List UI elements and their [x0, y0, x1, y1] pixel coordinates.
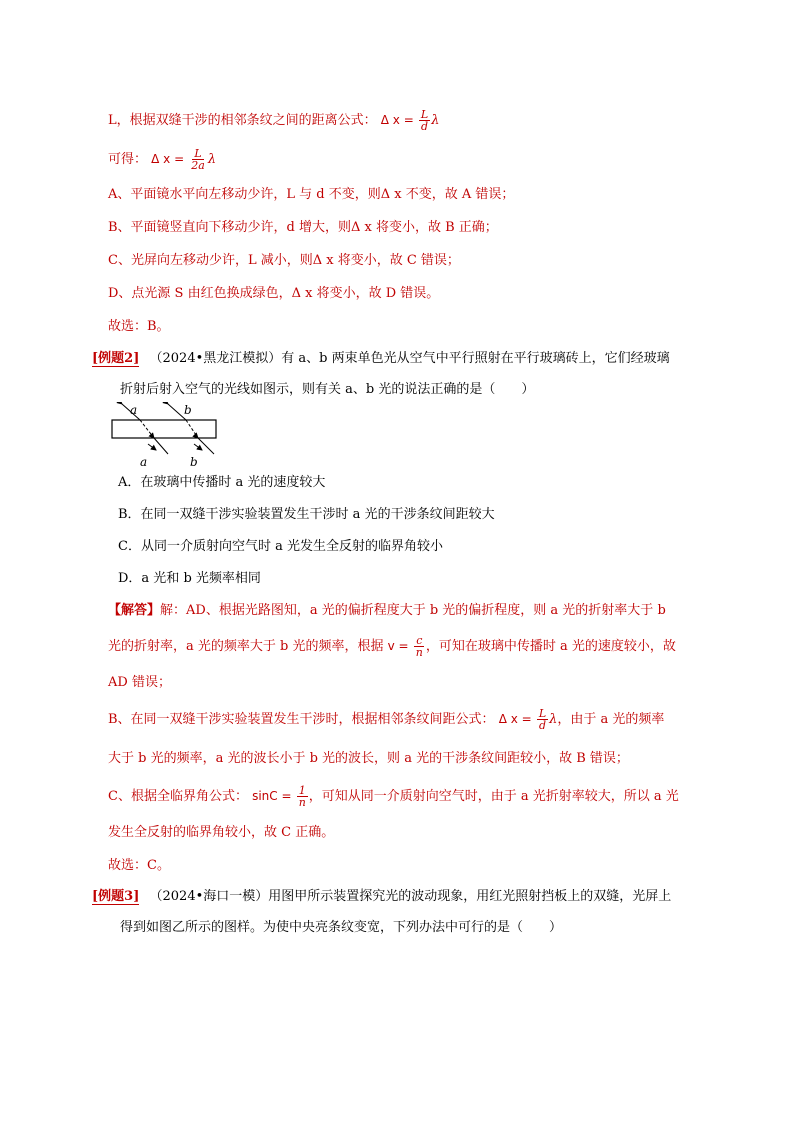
solution-line4-post: ，由于 a 光的频率 — [557, 712, 665, 727]
fraction-c-over-n: $\frac{c}{n}$ — [415, 634, 423, 659]
glass-slab — [112, 420, 216, 438]
example2-solution-line1 — [108, 602, 666, 620]
example2-solution-answer: 故选：C。 — [108, 858, 170, 873]
lambda-symbol: λ — [207, 152, 217, 167]
fraction-L-over-2a: $\frac{L}{2a}$ — [191, 147, 205, 172]
example2-option-A: A．在玻璃中传播时 a 光的速度较大 — [118, 475, 326, 490]
example2-stem-text: （2024•黑龙江模拟）有 a、b 两束单色光从空气中平行照射在平行玻璃砖上，它们经玻璃 — [149, 351, 670, 366]
example3-tag: [例题3] — [92, 889, 140, 904]
ray-a-out-tick — [148, 444, 156, 450]
delta-x-label: Δ x = — [151, 152, 185, 166]
solution-line6-post: ，可知从同一介质射向空气时，由于 a 光折射率较大，所以 a 光 — [308, 789, 679, 804]
example2-solution-line2 — [108, 632, 676, 660]
delta-x-label: Δ x = — [498, 712, 532, 726]
example2-solution-line3: AD 错误； — [108, 675, 171, 690]
sinC-equals: sinC = — [252, 789, 292, 803]
example2-option-B: B．在同一双缝干涉实验装置发生干涉时 a 光的干涉条纹间距较大 — [118, 507, 495, 522]
solution-option-D: D、点光源 S 由红色换成绿色，Δ x 将变小，故 D 错误。 — [108, 286, 440, 301]
solution-line6-pre: C、根据全临界角公式： — [108, 789, 248, 804]
v-equals: v = — [387, 639, 409, 653]
derive-text: 可得： — [108, 152, 148, 167]
example2-stem-line1 — [92, 350, 670, 368]
example2-option-C: C．从同一介质射向空气时 a 光发生全反射的临界角较小 — [118, 539, 443, 554]
example2-solution-line5: 大于 b 光的频率，a 光的波长小于 b 光的波长，则 a 光的干涉条纹间距较小，故 B 错误； — [108, 751, 629, 766]
solution-head: 【解答】 — [108, 603, 161, 618]
lambda-symbol: λ — [431, 113, 440, 128]
solution-option-C: C、光屏向左移动少许，L 减小，则Δ x 将变小，故 C 错误； — [108, 253, 460, 268]
ray-a-in-glass — [140, 420, 154, 438]
label-b-out: b — [190, 455, 198, 469]
solution-line1-text: 解：AD、根据光路图知，a 光的偏折程度大于 b 光的偏折程度，则 a 光的折射率大于 b — [160, 603, 666, 618]
example3-stem-line1 — [92, 888, 671, 906]
solution-answer: 故选：B。 — [108, 319, 170, 334]
fraction-L-over-d: $\frac{L}{d}$ — [420, 108, 429, 133]
fraction-L-over-d: $\frac{L}{d}$ — [538, 707, 547, 732]
label-a-in: a — [130, 403, 138, 417]
ray-b-emergent — [198, 438, 214, 454]
example3-stem-line2: 得到如图乙所示的图样。为使中央亮条纹变宽，下列办法中可行的是（ ） — [120, 920, 563, 935]
solution-line2-post: ，可知在玻璃中传播时 a 光的速度较小，故 — [425, 639, 676, 654]
fraction-1-over-n: $\frac{1}{n}$ — [298, 784, 306, 809]
example2-stem-line2: 折射后射入空气的光线如图示，则有关 a、b 光的说法正确的是（ ） — [120, 382, 535, 397]
example3-stem-text: （2024•海口一模）用图甲所示装置探究光的波动现象，用红光照射挡板上的双缝，光屏上 — [149, 889, 672, 904]
example2-solution-line7: 发生全反射的临界角较小，故 C 正确。 — [108, 825, 335, 840]
solution-option-B: B、平面镜竖直向下移动少许，d 增大，则Δ x 将变小，故 B 正确； — [108, 220, 498, 235]
label-a-out: a — [140, 455, 148, 469]
solution-derive-line — [108, 146, 216, 172]
glass-slab-figure — [104, 402, 244, 472]
solution-line4-pre: B、在同一双缝干涉实验装置发生干涉时，根据相邻条纹间距公式： — [108, 712, 495, 727]
solution-L-text: L，根据双缝干涉的相邻条纹之间的距离公式： — [108, 113, 377, 128]
ray-b-in-glass — [186, 420, 198, 438]
solution-L-line — [108, 108, 439, 132]
solution-line2-pre: 光的折射率，a 光的频率大于 b 光的频率，根据 — [108, 639, 384, 654]
ray-b-out-tick — [194, 444, 202, 450]
example2-solution-line6 — [108, 782, 679, 810]
lambda-symbol: λ — [549, 712, 558, 727]
ray-a-emergent — [154, 438, 168, 454]
delta-x-label: Δ x = — [380, 113, 414, 127]
example2-option-D: D．a 光和 b 光频率相同 — [118, 571, 261, 586]
label-b-in: b — [184, 403, 192, 417]
example2-tag: [例题2] — [92, 351, 140, 366]
solution-option-A: A、平面镜水平向左移动少许，L 与 d 不变，则Δ x 不变，故 A 错误； — [108, 187, 515, 202]
example2-solution-line4 — [108, 705, 664, 733]
